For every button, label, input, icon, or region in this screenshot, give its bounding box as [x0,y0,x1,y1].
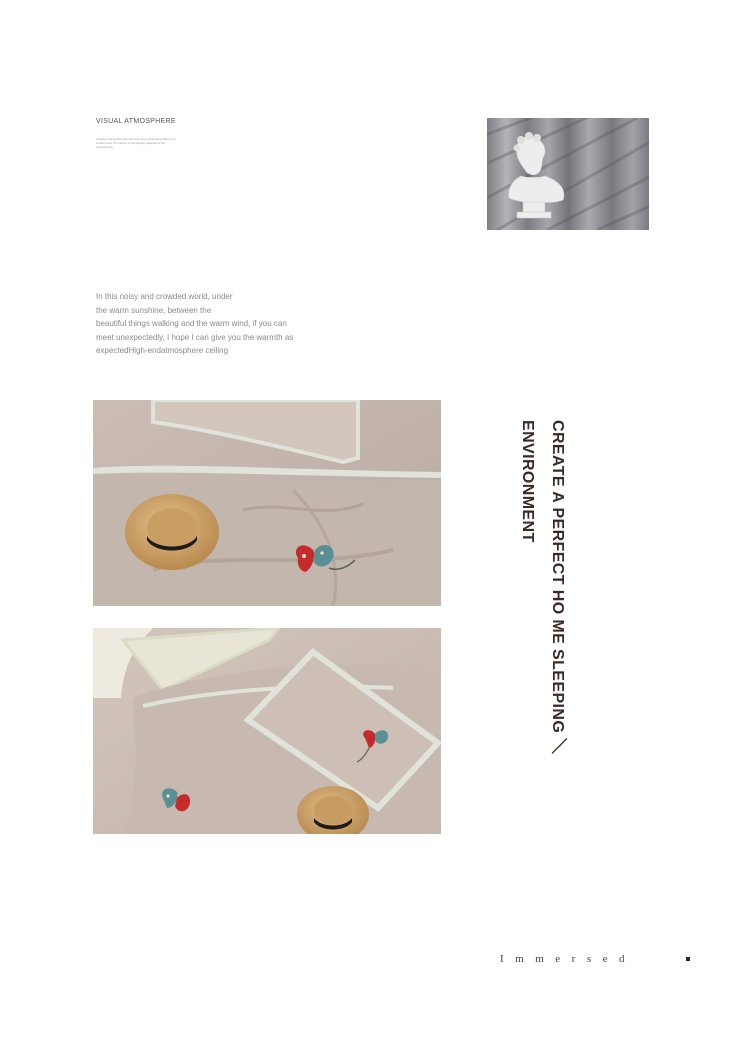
vertical-title [512,420,572,754]
footer-word: Immersed [500,953,636,965]
bedding-photo-pillow [93,628,441,834]
vertical-title-line-1: CREATE A PERFECT HO ME SLEEPING ／ [549,420,566,755]
bedding-photo-hat [93,400,441,606]
pillow-illustration [93,628,441,834]
paragraph-line: beautiful things walking and the warm wind, if you can [96,319,287,328]
vertical-title-line-2: ENVIRONMENT [519,420,536,543]
fine-print: Outdoor well textile with soft and calm visual atmosphere of a warm bed, an interior at full display, abstract of the structure line. [96,137,175,149]
bedding-illustration [93,400,441,606]
paragraph-line: In this noisy and crowded world, under [96,292,233,301]
statue-photo [487,118,649,230]
intro-paragraph [96,290,326,358]
square-bullet-icon [686,957,690,961]
paragraph-line: expectedHigh-endatmosphere ceiling [96,346,229,355]
paragraph-line: the warm sunshine, between the [96,305,212,315]
paragraph-line: meet unexpectedly, I hope I can give you the warmth as [96,332,294,342]
section-heading: VISUAL ATMOSPHERE [96,118,176,125]
statue-illustration [487,118,649,230]
